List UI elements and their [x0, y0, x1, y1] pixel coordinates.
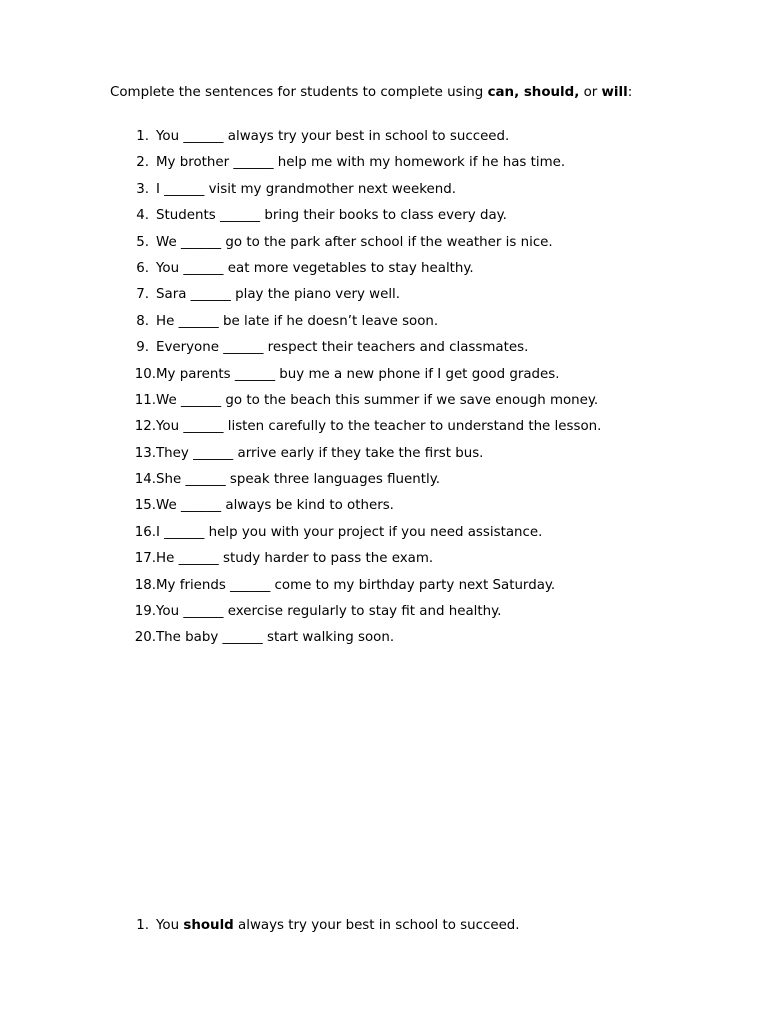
question-text: They ______ arrive early if they take the first bus. [156, 445, 484, 461]
answer-before: You [156, 918, 184, 933]
question-text: We ______ go to the beach this summer if we save enough money. [156, 392, 599, 408]
question-number: 11. [134, 392, 156, 408]
question-item [110, 234, 601, 260]
question-item [110, 497, 601, 523]
question-number: 20. [134, 630, 156, 646]
question-item [110, 629, 601, 655]
question-item [110, 128, 601, 154]
answer-item [110, 917, 520, 934]
question-item [110, 366, 601, 392]
question-list [110, 128, 601, 656]
answer-number: 1. [136, 918, 149, 933]
question-text: He ______ be late if he doesn’t leave soon. [156, 313, 439, 329]
question-item [110, 260, 601, 286]
question-item [110, 286, 601, 312]
question-item [110, 154, 601, 180]
question-text: My friends ______ come to my birthday party next Saturday. [156, 577, 556, 593]
instructions-prefix: Complete the sentences for students to complete using [110, 85, 488, 100]
question-text: I ______ visit my grandmother next weekend. [156, 181, 456, 197]
instructions-modal-last: will [601, 85, 628, 100]
question-number: 17. [134, 551, 156, 567]
question-text: Students ______ bring their books to class every day. [156, 208, 507, 224]
question-number: 18. [134, 577, 156, 593]
question-text: My parents ______ buy me a new phone if I get good grades. [156, 366, 560, 382]
question-number: 8. [136, 313, 149, 329]
question-item [110, 207, 601, 233]
question-item [110, 471, 601, 497]
question-number: 14. [134, 472, 156, 488]
question-item [110, 339, 601, 365]
question-number: 4. [136, 208, 149, 224]
question-text: Everyone ______ respect their teachers and classmates. [156, 340, 529, 356]
question-number: 2. [136, 155, 149, 171]
question-text: My brother ______ help me with my homework if he has time. [156, 155, 566, 171]
question-text: We ______ go to the park after school if the weather is nice. [156, 234, 553, 250]
question-number: 15. [134, 498, 156, 514]
question-text: Sara ______ play the piano very well. [156, 287, 401, 303]
question-number: 13. [134, 445, 156, 461]
question-text: You ______ eat more vegetables to stay healthy. [156, 260, 474, 276]
answer-word: should [183, 918, 234, 933]
question-number: 1. [136, 129, 149, 144]
question-text: You ______ listen carefully to the teacher to understand the lesson. [156, 419, 602, 435]
question-number: 3. [136, 181, 149, 197]
question-text: I ______ help you with your project if you need assistance. [156, 524, 543, 540]
question-text: He ______ study harder to pass the exam. [156, 551, 434, 567]
instructions-middle: or [579, 85, 602, 100]
question-text: We ______ always be kind to others. [156, 498, 394, 514]
question-item [110, 313, 601, 339]
answer-list [110, 917, 520, 934]
question-item [110, 392, 601, 418]
question-item [110, 577, 601, 603]
question-number: 5. [136, 234, 149, 250]
question-text: You ______ always try your best in school to succeed. [156, 129, 510, 144]
question-item [110, 418, 601, 444]
question-item [110, 550, 601, 576]
question-text: She ______ speak three languages fluently. [156, 472, 440, 488]
instructions-suffix: : [627, 85, 633, 100]
question-number: 12. [134, 419, 156, 435]
question-text: The baby ______ start walking soon. [156, 630, 395, 646]
question-text: You ______ exercise regularly to stay fit and healthy. [156, 604, 502, 620]
question-number: 10. [134, 366, 156, 382]
answer-sentence [156, 917, 520, 934]
question-item [110, 524, 601, 550]
question-number: 19. [134, 604, 156, 620]
instructions [110, 84, 650, 101]
question-number: 6. [136, 260, 149, 276]
answer-after: always try your best in school to succeed. [233, 918, 520, 933]
question-number: 16. [134, 524, 156, 540]
question-item [110, 603, 601, 629]
question-number: 9. [136, 340, 149, 356]
question-number: 7. [136, 287, 149, 303]
instructions-modal-words: can, should, [487, 85, 580, 100]
question-item [110, 181, 601, 207]
question-item [110, 445, 601, 471]
